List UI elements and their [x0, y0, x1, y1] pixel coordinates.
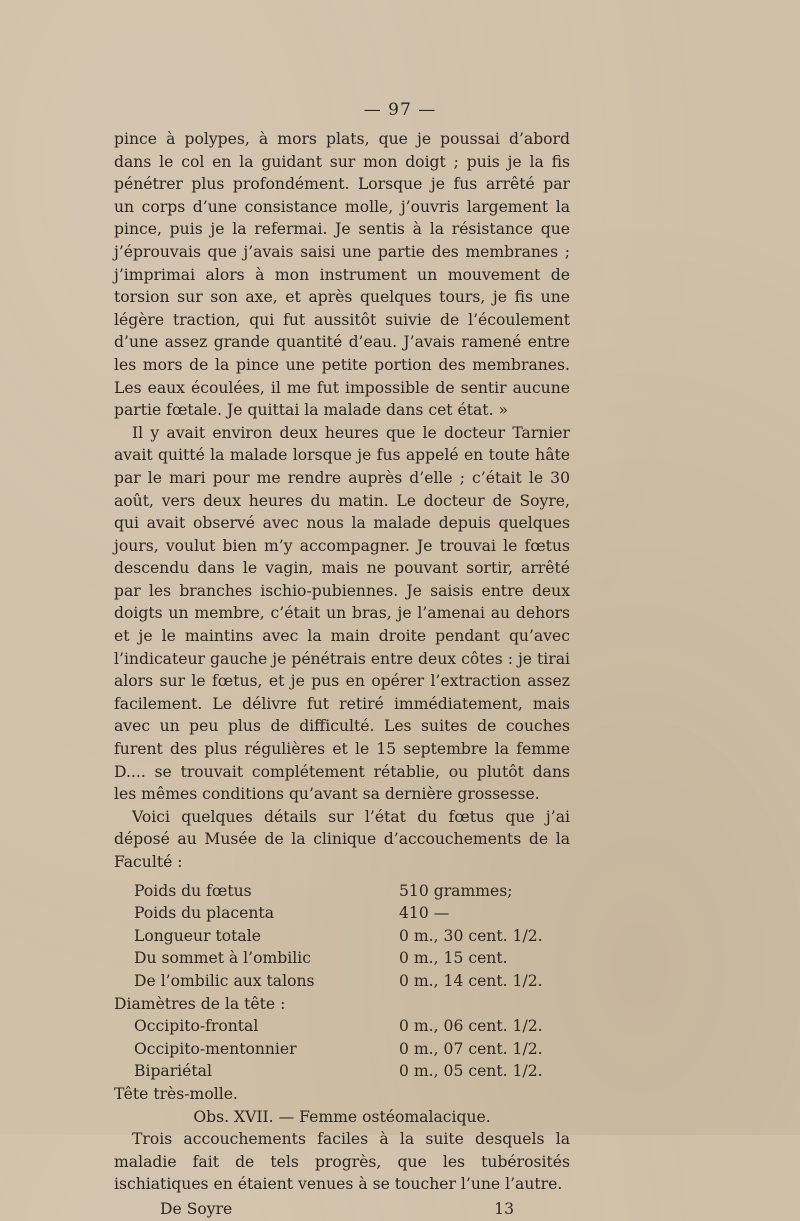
measurement-value: 0 m., 30 cent. 1/2.	[399, 926, 543, 945]
measurement-label: Occipito-frontal	[134, 1017, 259, 1036]
measurement-value	[399, 993, 570, 1016]
measurement-row	[114, 1038, 570, 1061]
measurement-label: Poids du fœtus	[134, 881, 252, 900]
paragraph: Voici quelques détails sur l’état du fœtus que j’ai déposé au Musée de la clinique d’accouchements de la Faculté :	[114, 807, 570, 871]
paragraph: Il y avait environ deux heures que le docteur Tarnier avait quitté la malade lorsque je fus appelé en toute hâte par le mari pour me rendre auprès d’elle ; c’était le 30 août, vers deux heures du matin. Le docteur de Soyre, qui avait observé avec nous la malade depuis quelques jours, voulut bien m’y accompagner. Je trouvai le fœtus descendu dans le vagin, mais ne pouvant sortir, arrêté par les branches ischio-pubiennes. Je saisis entre deux doigts un membre, c’était un bras, je l’amenai au dehors et je le maintins avec la main droite pendant qu’avec l’indicateur gauche je pénétrais entre deux côtes : je tirai alors sur le fœtus, et je pus en opérer l’extraction assez facilement. Le délivre fut retiré immédiatement, mais avec un peu plus de difficulté. Les suites de couches furent des plus régulières et le 15 septembre la femme D.... se trouvait complétement rétablie, ou plutôt dans les mêmes conditions qu’avant sa dernière grossesse.	[114, 423, 570, 804]
measurement-section-heading	[114, 1083, 570, 1106]
measurement-value: 0 m., 14 cent. 1/2.	[399, 971, 543, 990]
measurement-label: Occipito-mentonnier	[134, 1039, 297, 1058]
observation-title: Obs. XVII. — Femme ostéomalacique.	[193, 1107, 491, 1126]
measurement-row	[114, 1015, 570, 1038]
page-number: — 97 —	[363, 100, 437, 120]
measurement-value	[399, 1083, 570, 1106]
body-text	[114, 128, 570, 1221]
measurement-row	[114, 925, 570, 948]
measurement-row	[114, 947, 570, 970]
measurement-value: 510 grammes;	[399, 881, 513, 900]
measurement-row	[114, 1060, 570, 1083]
measurement-section-heading	[114, 993, 570, 1016]
measurement-value: 0 m., 05 cent. 1/2.	[399, 1062, 543, 1081]
paragraph: pince à polypes, à mors plats, que je poussai d’abord dans le col en la guidant sur mon doigt ; puis je la fis pénétrer plus profondément. Lorsque je fus arrêté par un corps d’une consistance molle, j’ouvris largement la pince, puis je la refermai. Je sentis à la résistance que j’éprouvais que j’avais saisi une partie des membranes ; j’imprimai alors à mon instrument un mouvement de torsion sur son axe, et après quelques tours, je fis une légère traction, qui fut aussitôt suivie de l’écoulement d’une assez grande quantité d’eau. J’avais ramené entre les mors de la pince une petite portion des membranes. Les eaux écoulées, il me fut impossible de sentir aucune partie fœtale. Je quittai la malade dans cet état. »	[114, 130, 570, 420]
measurements-table	[114, 880, 570, 1106]
measurement-label: Diamètres de la tête :	[114, 994, 286, 1013]
measurement-row	[114, 902, 570, 925]
page-footer	[114, 1198, 570, 1221]
measurement-label: Bipariétal	[134, 1062, 212, 1081]
measurement-label: De l’ombilic aux talons	[134, 971, 315, 990]
footer-author: De Soyre	[160, 1199, 233, 1218]
observation-paragraph: Trois accouchements faciles à la suite desquels la maladie fait de tels progrès, que les tubérosités ischiatiques en étaient venues à se toucher l’une l’autre.	[114, 1130, 570, 1194]
measurement-label: Poids du placenta	[134, 904, 274, 923]
measurement-value: 410 —	[399, 904, 450, 923]
measurement-row	[114, 970, 570, 993]
measurement-value: 0 m., 06 cent. 1/2.	[399, 1017, 543, 1036]
measurement-value: 0 m., 15 cent.	[399, 949, 508, 968]
measurement-label: Tête très-molle.	[114, 1084, 238, 1103]
measurement-row	[114, 880, 570, 903]
footer-signature: 13	[494, 1199, 514, 1218]
measurement-label: Longueur totale	[134, 926, 261, 945]
measurement-value: 0 m., 07 cent. 1/2.	[399, 1039, 543, 1058]
measurement-label: Du sommet à l’ombilic	[134, 949, 311, 968]
